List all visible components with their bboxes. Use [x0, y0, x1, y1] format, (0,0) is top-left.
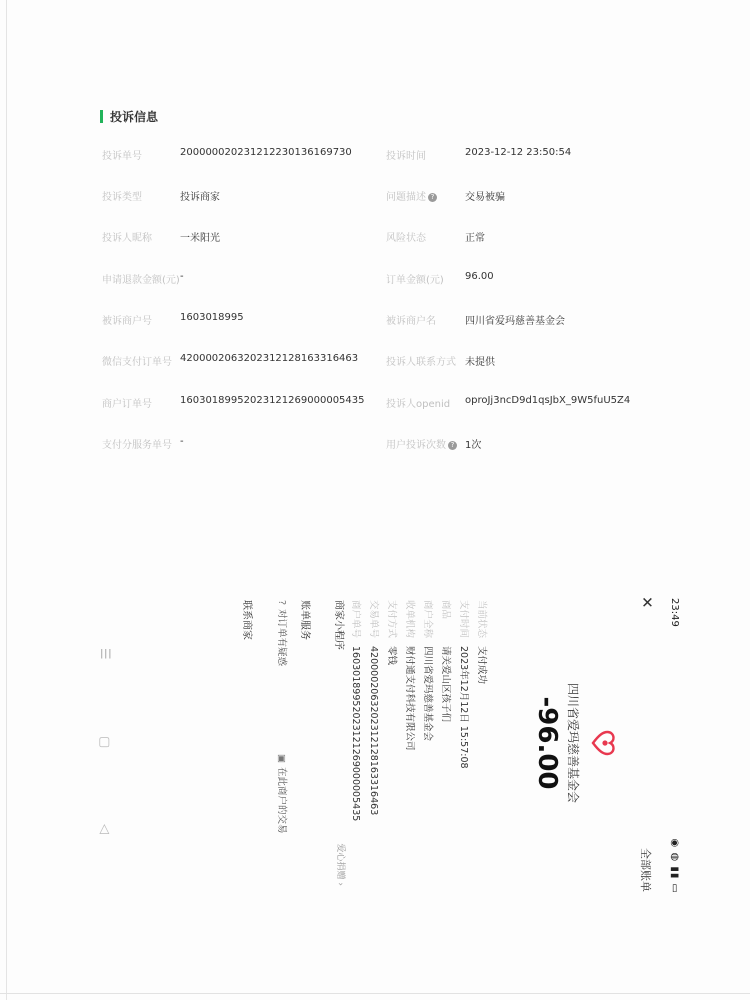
field-value-merchant-name: 四川省爱玛慈善基金会	[465, 316, 565, 327]
complaint-section-header	[100, 108, 158, 125]
question-icon: ?	[276, 600, 287, 606]
field-label-openid: 投诉人openid	[386, 399, 451, 410]
field-label-risk-status: 风险状态	[386, 233, 426, 244]
field-value-merchant-no: 1603018995	[180, 312, 244, 323]
payment-amount: -96.00	[532, 696, 562, 790]
back-nav-icon[interactable]: ◁	[97, 824, 112, 834]
field-value-problem-description: 交易被骗	[465, 192, 505, 203]
field-value-openid: oproJj3ncD9d1qsJbX_9W5fuU5Z4	[465, 395, 631, 406]
status-icons: ◉ ◍ ▮▮ ▭	[669, 838, 680, 894]
field-label-complaint-time: 投诉时间	[386, 151, 426, 162]
contact-merchant-button[interactable]: 联系商家	[241, 600, 252, 640]
field-label-wechat-order-no: 微信支付订单号	[102, 357, 172, 368]
status-bar	[660, 578, 686, 908]
order-question-button[interactable]: ?对订单有疑惑	[276, 600, 287, 667]
field-value-wechat-order-no: 4200002063202312128163316463	[180, 353, 359, 364]
help-icon[interactable]: ?	[448, 441, 457, 450]
help-icon[interactable]: ?	[428, 193, 437, 202]
field-value-risk-status: 正常	[465, 233, 485, 244]
field-label-complaint-count: 用户投诉次数 ?	[386, 436, 457, 451]
field-label-order-amount: 订单金额(元)	[386, 275, 444, 286]
receipt-icon: ▣	[276, 754, 287, 763]
detail-row-merchant-fullname: 商户全称四川省爱玛慈善基金会	[422, 600, 433, 742]
status-time: 23:49	[669, 598, 680, 627]
field-value-complaint-count: 1次	[465, 440, 482, 451]
field-value-complaint-type: 投诉商家	[180, 192, 220, 203]
scan-bottom-edge	[0, 993, 750, 994]
accent-bar	[100, 110, 103, 123]
field-label-refund-amount: 申请退款金额(元)	[102, 275, 180, 286]
merchant-transactions-button[interactable]: ▣在此商户的交易	[276, 754, 287, 834]
miniapp-link[interactable]: 爱心捐赠 ›	[335, 843, 345, 886]
field-label-complainant-nickname: 投诉人昵称	[102, 233, 152, 244]
field-value-payscore-service-no: -	[180, 436, 184, 447]
field-label-merchant-name: 被诉商户名	[386, 316, 436, 327]
field-label-complaint-type: 投诉类型	[102, 192, 142, 203]
field-value-merchant-order-no: 16030189952023121269000005435	[180, 395, 365, 406]
field-label-problem-description: 问题描述 ?	[386, 188, 437, 203]
bill-service-title: 账单服务	[299, 600, 310, 640]
field-label-merchant-no: 被诉商户号	[102, 316, 152, 327]
merchant-logo-icon	[590, 730, 616, 756]
field-value-complainant-nickname: 一米阳光	[180, 233, 220, 244]
close-icon[interactable]: ✕	[638, 596, 656, 609]
section-title: 投诉信息	[110, 110, 159, 124]
merchant-name: 四川省爱玛慈善基金会	[566, 682, 580, 803]
detail-row-pay-time: 支付时间2023年12月12日 15:57:08	[458, 600, 469, 769]
scan-page-edge	[6, 0, 7, 1000]
home-nav-icon[interactable]: ▢	[97, 736, 112, 749]
field-value-refund-amount: -	[180, 271, 184, 282]
field-value-complaint-time: 2023-12-12 23:50:54	[465, 147, 572, 158]
field-value-complaint-no: 200000020231212230136169730	[180, 147, 352, 158]
merchant-miniapp-label: 商家小程序	[333, 600, 344, 650]
receipt-screenshot-wrapper	[84, 578, 686, 908]
field-label-payscore-service-no: 支付分服务单号	[102, 440, 172, 451]
bill-detail-screen	[84, 578, 686, 908]
field-value-contact-method: 未提供	[465, 357, 495, 368]
detail-row-transaction-no: 交易单号4200002063202312128163316463	[368, 600, 379, 816]
field-label-merchant-order-no: 商户订单号	[102, 399, 152, 410]
detail-row-acquirer: 收单机构财付通支付科技有限公司	[404, 600, 415, 751]
detail-row-goods: 商品请关爱山区孩子们	[440, 600, 451, 723]
all-bills-link[interactable]: 全部账单	[639, 848, 652, 892]
field-value-order-amount: 96.00	[465, 271, 494, 282]
system-nav-bar	[88, 578, 118, 908]
detail-row-merchant-order-no: 商户单号16030189952023121269000005435	[350, 600, 361, 822]
menu-nav-icon[interactable]: ☰	[97, 648, 112, 660]
field-label-complaint-no: 投诉单号	[102, 151, 142, 162]
detail-row-pay-method: 支付方式零钱	[386, 600, 397, 666]
field-label-contact-method: 投诉人联系方式	[386, 357, 456, 368]
detail-row-status: 当前状态支付成功	[476, 600, 487, 685]
